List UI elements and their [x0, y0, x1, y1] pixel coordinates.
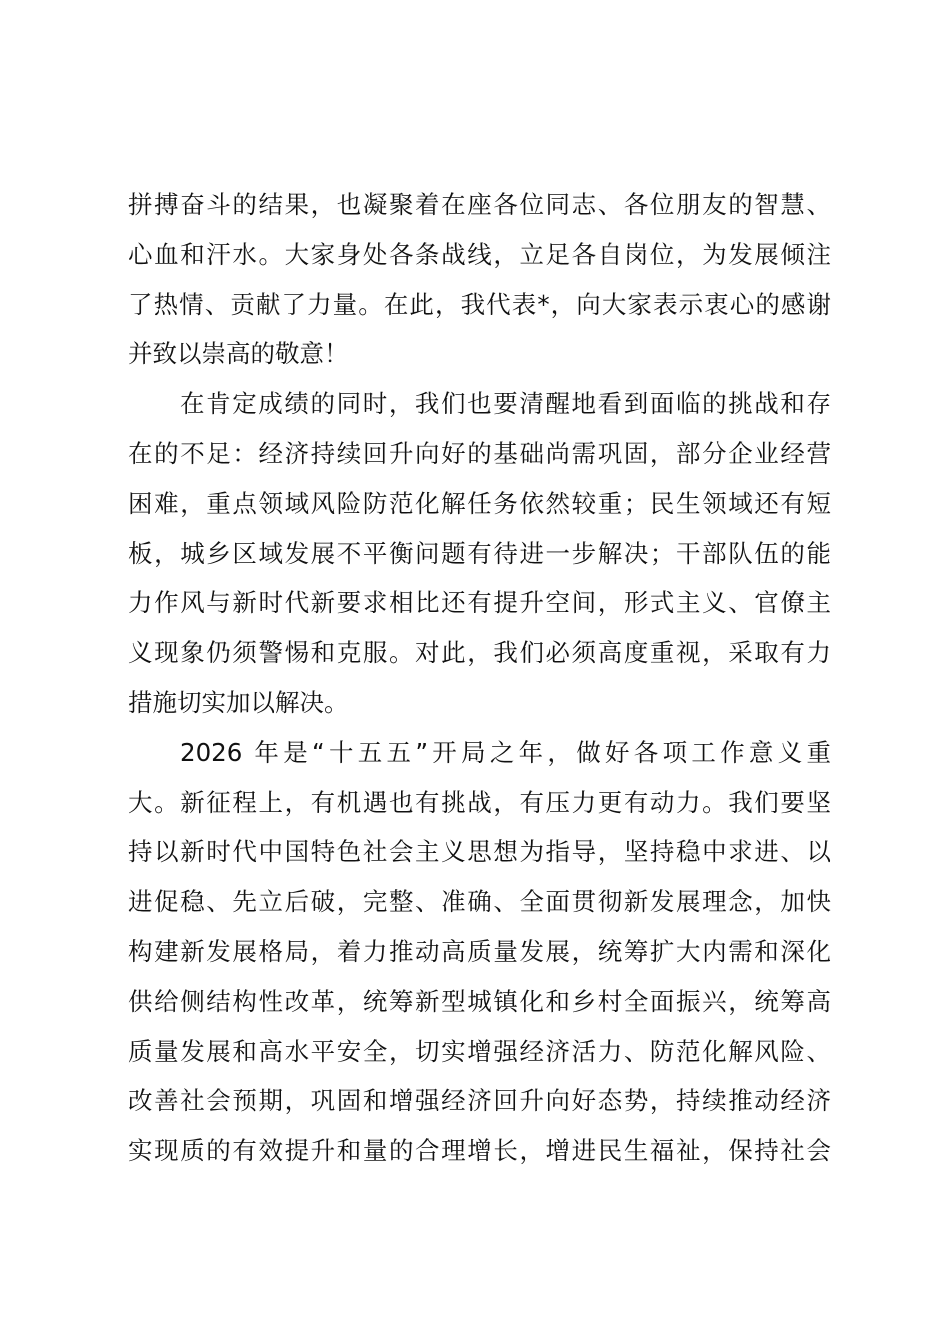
text-line: 拼搏奋斗的结果，也凝聚着在座各位同志、各位朋友的智慧、	[128, 190, 831, 219]
text-line: 持以新时代中国特色社会主义思想为指导，坚持稳中求进、以	[128, 837, 831, 867]
text-line: 力作风与新时代新要求相比还有提升空间，形式主义、官僚主	[128, 588, 831, 618]
text-line: 进促稳、先立后破，完整、准确、全面贯彻新发展理念，加快	[128, 887, 831, 917]
text-line: 在肯定成绩的同时，我们也要清醒地看到面临的挑战和存	[180, 389, 831, 419]
text-line: 改善社会预期，巩固和增强经济回升向好态势，持续推动经济	[128, 1086, 831, 1116]
text-line: 质量发展和高水平安全，切实增强经济活力、防范化解风险、	[128, 1036, 831, 1066]
paragraph-challenges	[128, 379, 831, 728]
text-line: 措施切实加以解决。	[128, 687, 349, 717]
document-page	[128, 180, 831, 1176]
text-line: 大。新征程上，有机遇也有挑战，有压力更有动力。我们要坚	[128, 787, 831, 817]
text-line: 并致以崇高的敬意！	[128, 339, 349, 369]
text-line: 义现象仍须警惕和克服。对此，我们必须高度重视，采取有力	[128, 638, 831, 668]
text-line: 构建新发展格局，着力推动高质量发展，统筹扩大内需和深化	[128, 936, 831, 966]
text-line: 板，城乡区域发展不平衡问题有待进一步解决；干部队伍的能	[128, 538, 831, 568]
text-line: 实现质的有效提升和量的合理增长，增进民生福祉，保持社会	[128, 1136, 831, 1166]
text-line: 了热情、贡献了力量。在此，我代表*，向大家表示衷心的感谢	[128, 289, 831, 319]
text-line: 在的不足：经济持续回升向好的基础尚需巩固，部分企业经营	[128, 438, 831, 468]
text-line: 心血和汗水。大家身处各条战线，立足各自岗位，为发展倾注	[128, 239, 831, 269]
text-line: 困难，重点领域风险防范化解任务依然较重；民生领域还有短	[128, 488, 831, 518]
paragraph-gratitude	[128, 180, 831, 379]
text-line: 供给侧结构性改革，统筹新型城镇化和乡村全面振兴，统筹高	[128, 986, 831, 1016]
text-line: 2026 年是“十五五”开局之年，做好各项工作意义重	[180, 737, 831, 767]
paragraph-2026-outlook	[128, 728, 831, 1176]
